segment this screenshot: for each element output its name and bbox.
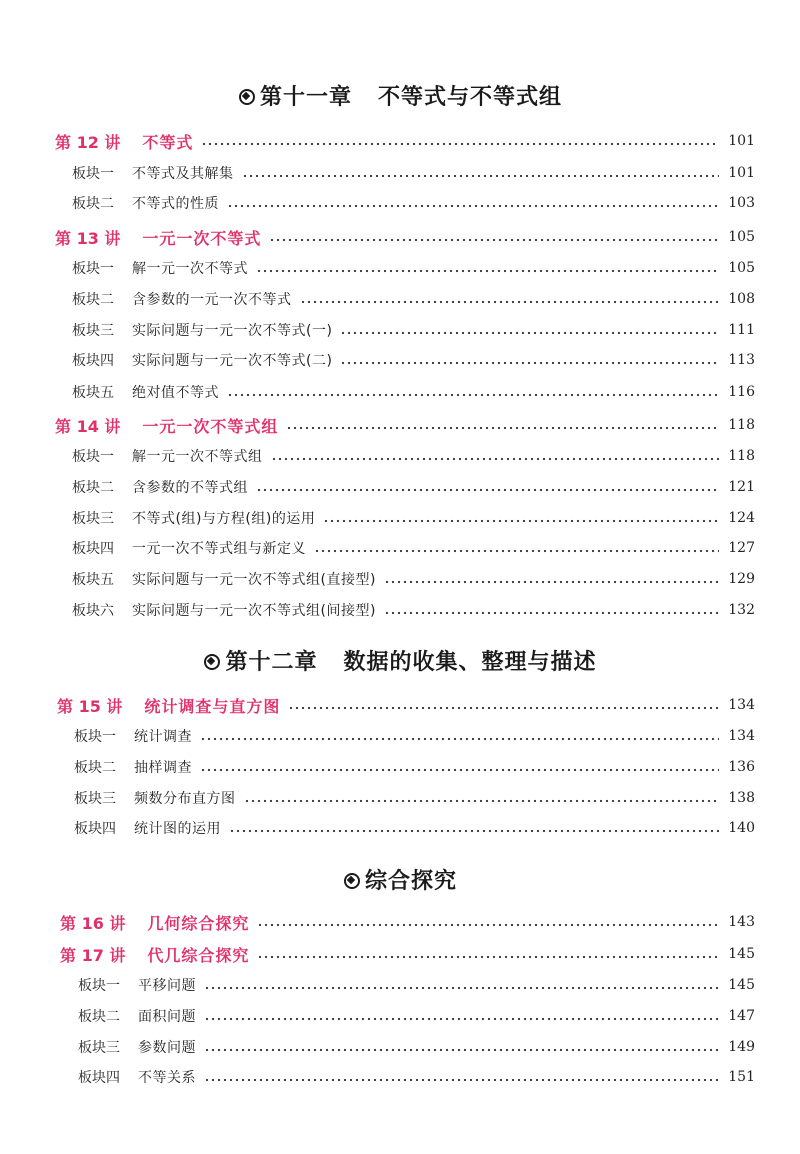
dot-leader xyxy=(340,331,719,335)
toc-entry-lecture-17[interactable] xyxy=(60,941,755,967)
section-title: 频数分布直方图 xyxy=(134,791,236,807)
toc-entry-section[interactable] xyxy=(78,1034,755,1060)
toc-entry-section[interactable] xyxy=(72,566,755,592)
lecture-title: 几何综合探究 xyxy=(147,913,250,933)
lecture-title: 一元一次不等式 xyxy=(142,228,262,248)
page-number: 145 xyxy=(728,977,755,993)
section-label: 板块四 xyxy=(72,541,114,557)
page-number: 136 xyxy=(728,759,755,775)
section-label: 板块三 xyxy=(78,1040,120,1056)
toc-entry-section[interactable] xyxy=(78,1003,755,1029)
dot-leader xyxy=(286,426,719,430)
dot-leader xyxy=(256,488,719,492)
dot-leader xyxy=(384,580,719,584)
section-title: 解一元一次不等式 xyxy=(132,261,248,277)
toc-entry-section[interactable] xyxy=(72,443,755,469)
page-number: 140 xyxy=(728,820,755,836)
dot-leader xyxy=(269,238,719,242)
toc-entry-section[interactable] xyxy=(72,474,755,500)
section-title: 不等式的性质 xyxy=(132,196,219,212)
dot-leader xyxy=(323,519,719,523)
toc-entry-section[interactable] xyxy=(72,379,755,405)
toc-entry-section[interactable] xyxy=(74,754,755,780)
page-number: 113 xyxy=(728,352,755,368)
dot-leader xyxy=(200,737,719,741)
page-number: 105 xyxy=(728,229,755,245)
section-title: 实际问题与一元一次不等式(一) xyxy=(132,323,333,339)
section-label: 板块六 xyxy=(72,603,114,619)
section-label: 板块四 xyxy=(74,821,116,837)
dot-leader xyxy=(204,1078,719,1082)
toc-entry-section[interactable] xyxy=(72,317,755,343)
toc-entry-section[interactable] xyxy=(72,347,755,373)
dot-leader xyxy=(288,706,719,710)
section-title: 绝对值不等式 xyxy=(132,385,219,401)
dot-leader xyxy=(201,142,719,146)
page-number: 134 xyxy=(728,728,755,744)
dot-leader xyxy=(204,1048,719,1052)
page-number: 129 xyxy=(728,571,755,587)
section-title: 统计调查 xyxy=(134,729,192,745)
section-label: 板块一 xyxy=(72,449,114,465)
lecture-label: 第 16 讲 xyxy=(60,913,126,933)
toc-entry-section[interactable] xyxy=(72,597,755,623)
page-number: 116 xyxy=(728,384,755,400)
dot-leader xyxy=(314,549,719,553)
section-label: 板块四 xyxy=(78,1070,120,1086)
page-number: 151 xyxy=(728,1069,755,1085)
page-number: 127 xyxy=(728,540,755,556)
dot-leader xyxy=(229,829,719,833)
chapter-heading-comprehensive xyxy=(0,864,800,895)
section-label: 板块二 xyxy=(74,760,116,776)
lecture-title: 代几综合探究 xyxy=(147,945,250,965)
section-title: 含参数的不等式组 xyxy=(132,480,248,496)
toc-entry-section[interactable] xyxy=(74,815,755,841)
section-title: 平移问题 xyxy=(138,978,196,994)
toc-entry-section[interactable] xyxy=(74,785,755,811)
dot-leader xyxy=(384,611,719,615)
page-number: 145 xyxy=(728,946,755,962)
lecture-label: 第 13 讲 xyxy=(55,228,121,248)
chapter-heading-11 xyxy=(0,80,800,111)
toc-entry-lecture-12[interactable] xyxy=(55,128,755,154)
dot-leader xyxy=(204,986,719,990)
chapter-number: 第十一章 xyxy=(259,85,352,110)
toc-entry-section[interactable] xyxy=(72,255,755,281)
toc-entry-section[interactable] xyxy=(74,723,755,749)
section-title: 一元一次不等式组与新定义 xyxy=(132,541,306,557)
lecture-title: 统计调查与直方图 xyxy=(144,696,281,716)
dot-leader xyxy=(227,393,719,397)
section-label: 板块三 xyxy=(74,791,116,807)
section-title: 实际问题与一元一次不等式(二) xyxy=(132,353,333,369)
page-number: 118 xyxy=(728,448,755,464)
dot-leader xyxy=(227,204,719,208)
section-title: 实际问题与一元一次不等式组(直接型) xyxy=(132,572,376,588)
section-title: 解一元一次不等式组 xyxy=(132,449,263,465)
page-number: 143 xyxy=(728,914,755,930)
section-title: 实际问题与一元一次不等式组(间接型) xyxy=(132,603,376,619)
section-label: 板块三 xyxy=(72,323,114,339)
section-title: 不等关系 xyxy=(138,1070,196,1086)
section-label: 板块五 xyxy=(72,385,114,401)
section-title: 面积问题 xyxy=(138,1009,196,1025)
page-number: 147 xyxy=(728,1008,755,1024)
chapter-heading-12 xyxy=(0,645,800,676)
chapter-title: 数据的收集、整理与描述 xyxy=(343,650,597,675)
toc-entry-section[interactable] xyxy=(72,190,755,216)
toc-entry-lecture-16[interactable] xyxy=(60,909,755,935)
dot-leader xyxy=(271,457,720,461)
page-number: 121 xyxy=(728,479,755,495)
section-label: 板块二 xyxy=(72,480,114,496)
page-number: 108 xyxy=(728,291,755,307)
page-number: 132 xyxy=(728,602,755,618)
dot-leader xyxy=(340,361,719,365)
section-label: 板块三 xyxy=(72,511,114,527)
page-number: 149 xyxy=(728,1039,755,1055)
lecture-label: 第 14 讲 xyxy=(55,416,121,436)
diamond-circle-icon xyxy=(343,872,359,888)
section-label: 板块一 xyxy=(74,729,116,745)
section-label: 板块二 xyxy=(78,1009,120,1025)
section-title: 统计图的运用 xyxy=(134,821,221,837)
dot-leader xyxy=(256,269,719,273)
toc-entry-section[interactable] xyxy=(72,505,755,531)
toc-entry-section[interactable] xyxy=(72,160,755,186)
section-label: 板块二 xyxy=(72,292,114,308)
lecture-label: 第 17 讲 xyxy=(60,945,126,965)
diamond-circle-icon xyxy=(203,653,219,669)
page-number: 101 xyxy=(728,133,755,149)
chapter-number: 第十二章 xyxy=(225,650,318,675)
dot-leader xyxy=(242,174,720,178)
toc-entry-section[interactable] xyxy=(78,1064,755,1090)
chapter-title: 不等式与不等式组 xyxy=(378,85,563,110)
section-title: 含参数的一元一次不等式 xyxy=(132,292,292,308)
dot-leader xyxy=(244,799,720,803)
section-label: 板块一 xyxy=(72,261,114,277)
dot-leader xyxy=(204,1017,719,1021)
page-number: 101 xyxy=(728,165,755,181)
section-label: 板块四 xyxy=(72,353,114,369)
dot-leader xyxy=(200,768,719,772)
lecture-title: 一元一次不等式组 xyxy=(142,416,279,436)
page-number: 124 xyxy=(728,510,755,526)
toc-entry-lecture-15[interactable] xyxy=(57,692,755,718)
section-title: 不等式及其解集 xyxy=(132,166,234,182)
page-number: 118 xyxy=(728,417,755,433)
page-number: 105 xyxy=(728,260,755,276)
toc-entry-section[interactable] xyxy=(72,535,755,561)
section-label: 板块一 xyxy=(78,978,120,994)
lecture-label: 第 12 讲 xyxy=(55,132,121,152)
page-number: 134 xyxy=(728,697,755,713)
dot-leader xyxy=(300,300,720,304)
section-label: 板块二 xyxy=(72,196,114,212)
dot-leader xyxy=(257,923,719,927)
dot-leader xyxy=(257,955,719,959)
section-title: 抽样调查 xyxy=(134,760,192,776)
toc-entry-lecture-13[interactable] xyxy=(55,224,755,250)
lecture-title: 不等式 xyxy=(142,132,194,152)
page-number: 103 xyxy=(728,195,755,211)
toc-entry-section[interactable] xyxy=(78,972,755,998)
lecture-label: 第 15 讲 xyxy=(57,696,123,716)
page-number: 138 xyxy=(728,790,755,806)
toc-entry-section[interactable] xyxy=(72,286,755,312)
chapter-title: 综合探究 xyxy=(364,869,457,894)
section-title: 不等式(组)与方程(组)的运用 xyxy=(132,511,316,527)
section-title: 参数问题 xyxy=(138,1040,196,1056)
section-label: 板块五 xyxy=(72,572,114,588)
toc-entry-lecture-14[interactable] xyxy=(55,412,755,438)
page-number: 111 xyxy=(728,322,755,338)
section-label: 板块一 xyxy=(72,166,114,182)
diamond-circle-icon xyxy=(238,88,254,104)
